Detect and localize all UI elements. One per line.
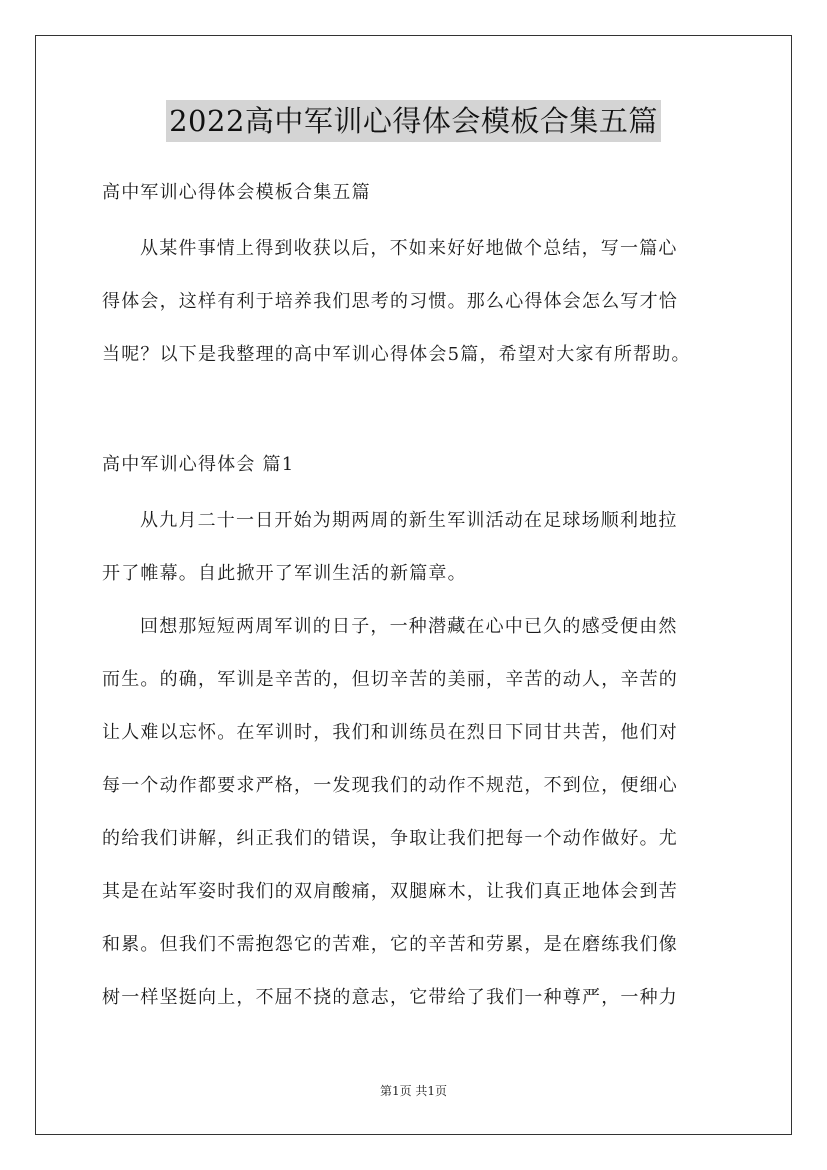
intro-line: 从某件事情上得到收获以后，不如来好好地做个总结，写一篇心 bbox=[140, 238, 678, 259]
document-subtitle: 高中军训心得体会模板合集五篇 bbox=[102, 182, 371, 203]
paragraph-line: 其是在站军姿时我们的双肩酸痛，双腿麻木，让我们真正地体会到苦 bbox=[102, 881, 678, 902]
page-number: 第1页 共1页 bbox=[379, 1084, 448, 1098]
section-heading: 高中军训心得体会 篇1 bbox=[102, 454, 295, 475]
title-container bbox=[0, 100, 827, 142]
document-title: 2022高中军训心得体会模板合集五篇 bbox=[166, 100, 661, 142]
paragraph-line: 从九月二十一日开始为期两周的新生军训活动在足球场顺利地拉 bbox=[140, 510, 678, 531]
paragraph-line: 让人难以忘怀。在军训时，我们和训练员在烈日下同甘共苦，他们对 bbox=[102, 722, 678, 743]
paragraph-line: 每一个动作都要求严格，一发现我们的动作不规范，不到位，便细心 bbox=[102, 775, 678, 796]
intro-line: 当呢？以下是我整理的高中军训心得体会5篇，希望对大家有所帮助。 bbox=[102, 344, 691, 365]
paragraph-line: 而生。的确，军训是辛苦的，但切辛苦的美丽，辛苦的动人，辛苦的 bbox=[102, 669, 678, 690]
paragraph-line: 回想那短短两周军训的日子，一种潜藏在心中已久的感受便由然 bbox=[140, 616, 678, 637]
intro-line: 得体会，这样有利于培养我们思考的习惯。那么心得体会怎么写才恰 bbox=[102, 291, 678, 312]
paragraph-line: 的给我们讲解，纠正我们的错误，争取让我们把每一个动作做好。尤 bbox=[102, 828, 678, 849]
paragraph-line: 树一样坚挺向上，不屈不挠的意志，它带给了我们一种尊严，一种力 bbox=[102, 987, 678, 1008]
paragraph-line: 和累。但我们不需抱怨它的苦难，它的辛苦和劳累，是在磨练我们像 bbox=[102, 934, 678, 955]
paragraph-line: 开了帷幕。自此掀开了军训生活的新篇章。 bbox=[102, 563, 467, 584]
